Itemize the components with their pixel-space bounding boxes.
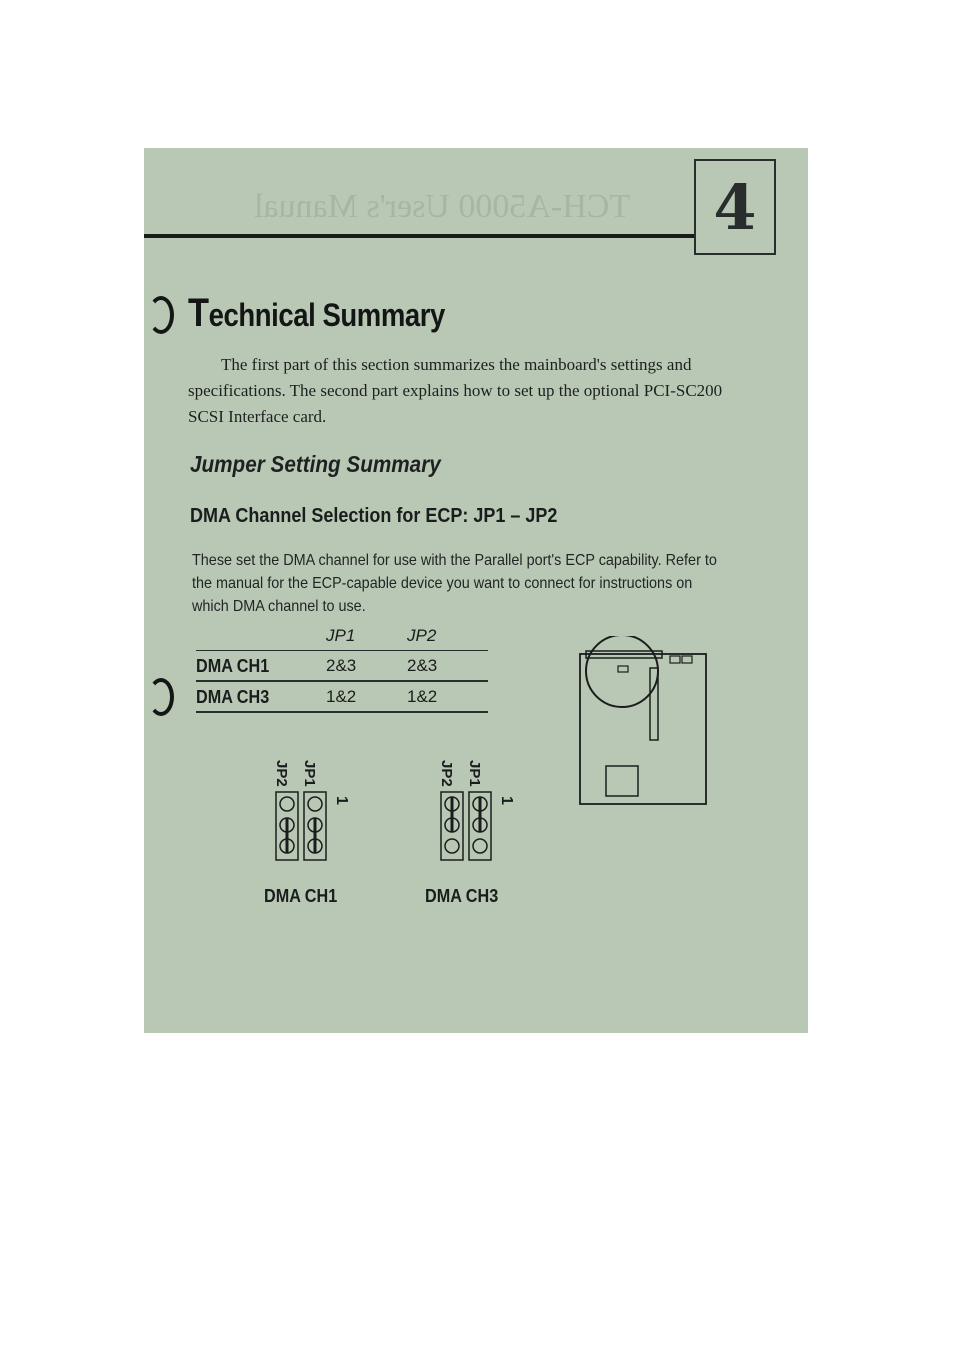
intro-paragraph: The first part of this section summarizes the mainboard's settings and specifications. The second part explains how to set up the optional PCI-SC200 SCSI Interface card.	[188, 355, 723, 426]
table-cell-label: DMA CH1	[196, 656, 270, 676]
jp2-label: JP2	[438, 760, 455, 787]
jp1-label: JP1	[301, 760, 318, 787]
table-header-cell: JP2	[407, 626, 437, 645]
page-title	[188, 291, 445, 336]
diagram-caption: DMA CH1	[264, 886, 338, 906]
table-cell: 1&2	[326, 687, 357, 706]
header-rule	[144, 234, 696, 238]
document-photo	[144, 148, 808, 1033]
subsection-heading: DMA Channel Selection for ECP: JP1 – JP2	[190, 505, 558, 527]
table-header-cell: JP1	[326, 626, 356, 645]
binder-ring-icon	[148, 296, 174, 334]
table-row	[196, 651, 488, 682]
jumper-pins-graphic	[274, 790, 334, 862]
mainboard-outline-diagram	[578, 636, 718, 811]
table-cell-label: DMA CH3	[196, 687, 270, 707]
title-initial: T	[188, 291, 209, 335]
jp1-label: JP1	[466, 760, 483, 787]
diagram-caption: DMA CH3	[425, 886, 499, 906]
pin1-marker: 1	[333, 796, 350, 805]
table-row	[196, 682, 488, 713]
binder-ring-icon	[148, 678, 174, 716]
jumper-table	[196, 624, 488, 713]
table-cell: 2&3	[326, 656, 357, 675]
section-heading: Jumper Setting Summary	[190, 451, 441, 477]
table-cell: 1&2	[407, 687, 438, 706]
jumper-pins-graphic	[439, 790, 499, 862]
jp2-label: JP2	[273, 760, 290, 787]
chapter-number-box	[694, 159, 776, 255]
description-paragraph: These set the DMA channel for use with the Parallel port's ECP capability. Refer to the manual for the ECP-capable device you want to connect for instructions on which DMA channel to use.	[192, 552, 717, 615]
bleed-through-header: TCH-A5000 User's Manual	[254, 188, 631, 225]
table-header-row	[196, 624, 488, 651]
table-cell: 2&3	[407, 656, 438, 675]
chapter-number: 4	[713, 170, 757, 244]
title-rest: echnical Summary	[208, 297, 445, 333]
pin1-marker: 1	[498, 796, 515, 805]
